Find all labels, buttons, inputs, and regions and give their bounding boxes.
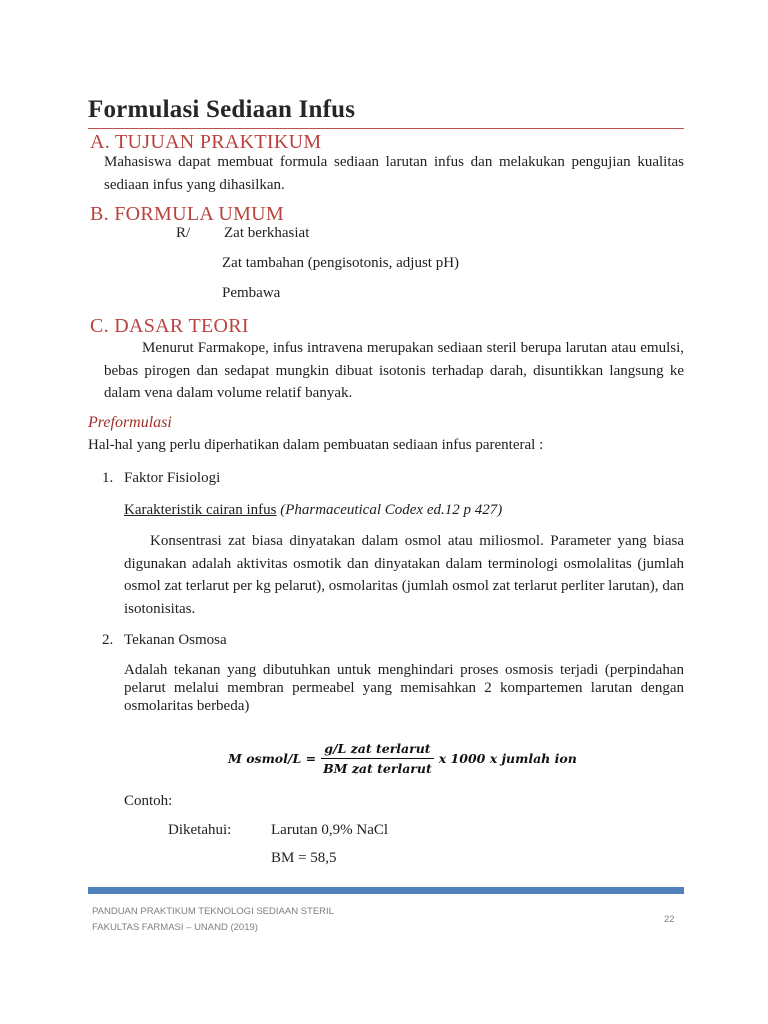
formula-item-additive: Zat tambahan (pengisotonis, adjust pH) bbox=[222, 255, 460, 271]
list-item-2-label: Tekanan Osmosa bbox=[124, 632, 227, 648]
formula-denominator: BM zat terlarut bbox=[323, 761, 432, 776]
page-number: 22 bbox=[664, 914, 675, 925]
list-item-1-text: Konsentrasi zat biasa dinyatakan dalam osmol atau miliosmol. Parameter yang biasa digunakan adalah aktivitas osmotik dan dinyatakan dalam terminologi osmolalitas (jumlah osmol zat terlarut per kg pelarut), osmolaritas (jumlah osmol zat terlarut perliter larutan), dan isotonisitas. bbox=[124, 533, 684, 617]
footer-text bbox=[92, 904, 334, 936]
diketahui-label: Diketahui: bbox=[168, 822, 232, 838]
list-item-2-number: 2. bbox=[102, 632, 114, 648]
footer-bar bbox=[88, 887, 684, 894]
subheading-text: Karakteristik cairan infus bbox=[124, 502, 277, 518]
section-c-heading: C. DASAR TEORI bbox=[90, 315, 249, 337]
formula-rhs: x 1000 x jumlah ion bbox=[438, 751, 577, 766]
formula-lhs: M osmol/L = bbox=[228, 751, 317, 766]
list-item-1-subheading bbox=[124, 499, 502, 522]
formula-item-vehicle: Pembawa bbox=[222, 285, 281, 301]
contoh-label: Contoh: bbox=[124, 793, 173, 809]
page-title: Formulasi Sediaan Infus bbox=[88, 96, 356, 123]
title-divider bbox=[88, 128, 684, 129]
footer-line-1: PANDUAN PRAKTIKUM TEKNOLOGI SEDIAAN STERIL bbox=[92, 906, 334, 917]
formula-numerator: g/L zat terlarut bbox=[321, 741, 433, 759]
section-b-heading: B. FORMULA UMUM bbox=[90, 203, 284, 225]
list-item-2-text: Adalah tekanan yang dibutuhkan untuk menghindari proses osmosis terjadi (perpindahan pelarut melalui membran permeabel yang memisahkan 2 kompartemen larutan dengan osmolaritas berbeda) bbox=[124, 662, 684, 714]
formula-item-active: Zat berkhasiat bbox=[224, 225, 310, 241]
section-a-heading: A. TUJUAN PRAKTIKUM bbox=[90, 131, 322, 153]
preformulasi-heading: Preformulasi bbox=[88, 414, 172, 431]
given-solution: Larutan 0,9% NaCl bbox=[271, 822, 389, 838]
footer-line-2: FAKULTAS FARMASI – UNAND (2019) bbox=[92, 922, 258, 933]
given-molecular-weight: BM = 58,5 bbox=[271, 850, 337, 866]
list-item-1-number: 1. bbox=[102, 470, 114, 486]
formula-fraction bbox=[320, 741, 435, 776]
section-c-text: Menurut Farmakope, infus intravena merupakan sediaan steril berupa larutan atau emulsi, bebas pirogen dan sedapat mungkin dibuat isotonis terhadap darah, disuntikkan langsung ke dalam vena dalam volume relatif banyak. bbox=[104, 340, 684, 401]
citation-text: (Pharmaceutical Codex ed.12 p 427) bbox=[280, 502, 503, 518]
osmolarity-formula bbox=[228, 741, 577, 776]
preformulasi-intro: Hal-hal yang perlu diperhatikan dalam pembuatan sediaan infus parenteral : bbox=[88, 437, 544, 453]
section-a-text: Mahasiswa dapat membuat formula sediaan larutan infus dan melakukan pengujian kualitas sediaan infus yang dihasilkan. bbox=[104, 154, 684, 193]
list-item-1-label: Faktor Fisiologi bbox=[124, 470, 221, 486]
formula-rx-symbol: R/ bbox=[176, 225, 191, 241]
